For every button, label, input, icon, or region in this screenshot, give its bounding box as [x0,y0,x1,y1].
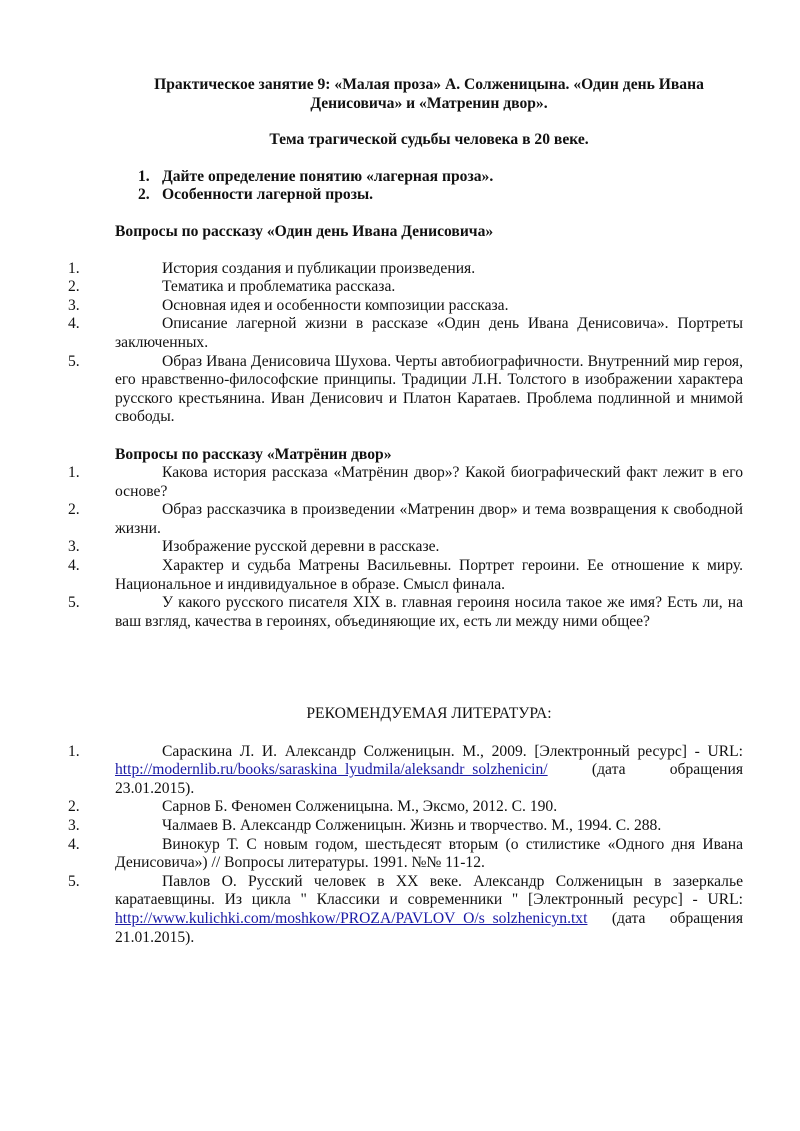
title-line-2: Денисовича» и «Матренин двор». [310,94,548,112]
spacer [115,724,743,743]
question-text: Какова история рассказа «Матрёнин двор»? Какой биографический факт лежит в его основе? [115,464,743,500]
question-item [68,278,743,297]
question-number: 4. [68,557,80,575]
task-list [115,168,743,205]
question-text: Образ Ивана Денисовича Шухова. Черты автобиографичности. Внутренний мир героя, его нравственно-философские принципы. Традиции Л.Н. Толстого в изображении характера русского крестьянина. Иван Денисович и Платон Каратаев. Проблема подлинной и мнимой свободы. [115,352,743,426]
question-text: История создания и публикации произведения. [162,259,476,277]
literature-item [68,835,743,873]
literature-text: Павлов О. Русский человек в XX веке. Александр Солженицын в зазеркалье каратаевщины. Из цикла " Классики и современники " [Электронный ресурс] - URL: [115,872,743,909]
question-number: 3. [68,538,80,556]
question-text: Образ рассказчика в произведении «Матренин двор» и тема возвращения к свободной жизни. [115,501,743,537]
question-text: Тематика и проблематика рассказа. [162,278,396,296]
question-text: У какого русского писателя XIX в. главная героиня носила такое же имя? Есть ли, на ваш взгляд, качества в героинях, объединяющие их, есть ли между ними общее? [115,594,743,630]
spacer [115,631,743,705]
literature-item [68,872,743,947]
question-item [68,557,743,594]
literature-number: 5. [68,872,80,890]
question-item [68,296,743,316]
document-title [115,76,743,113]
question-number: 1. [68,464,80,482]
task-item [115,186,743,205]
question-number: 5. [68,352,80,370]
literature-number: 2. [68,798,80,816]
question-number: 5. [68,594,80,612]
literature-item [68,742,743,799]
question-number: 2. [68,278,80,296]
question-text: Описание лагерной жизни в рассказе «Один день Ивана Денисовича». Портреты заключенных. [115,315,743,351]
question-list-ivan-denisovich [68,259,743,427]
question-item [68,464,743,501]
question-text: Основная идея и особенности композиции рассказа. [162,296,509,314]
question-item [68,315,743,352]
question-item [68,501,743,538]
task-text: Особенности лагерной прозы. [162,186,374,204]
document-subtitle: Тема трагической судьбы человека в 20 веке. [269,131,589,149]
literature-text: Винокур Т. С новым годом, шестьдесят вторым (о стилистике «Одного дня Ивана Денисовича») // Вопросы литературы. 1991. №№ 11-12. [115,835,743,872]
task-text: Дайте определение понятию «лагерная проза». [162,167,494,185]
title-line-1: Практическое занятие 9: «Малая проза» А. Солженицына. «Один день Ивана [154,76,704,93]
task-item [115,168,743,187]
literature-heading: РЕКОМЕНДУЕМАЯ ЛИТЕРАТУРА: [306,705,552,723]
question-number: 1. [68,259,80,277]
question-number: 3. [68,296,80,314]
literature-number: 1. [68,742,80,760]
literature-text: Сараскина Л. И. Александр Солженицын. М., 2009. [Электронный ресурс] - URL: [162,742,743,760]
literature-list [68,742,743,948]
literature-text-after: (дата обращения 23.01.2015). [115,761,743,797]
task-number: 2. [138,186,150,204]
literature-item [68,817,743,836]
question-text: Изображение русской деревни в рассказе. [162,538,440,556]
question-item [68,594,743,631]
question-number: 2. [68,501,80,519]
question-item [68,538,743,557]
literature-link[interactable]: http://www.kulichki.com/moshkow/PROZA/PAVLOV_O/s_solzhenicyn.txt [115,909,588,927]
spacer [115,427,743,446]
question-item [68,259,743,279]
literature-number: 4. [68,835,80,853]
question-text: Характер и судьба Матрены Васильевны. Портрет героини. Ее отношение к миру. Национальное и индивидуальное в образе. Смысл финала. [115,557,743,593]
literature-text: Сарнов Б. Феномен Солженицына. М., Эксмо, 2012. С. 190. [162,798,558,816]
literature-text-after: (дата обращения 21.01.2015). [115,909,743,946]
document-page [68,76,743,947]
section-heading-ivan-denisovich: Вопросы по рассказу «Один день Ивана Денисовича» [115,222,494,240]
task-number: 1. [138,167,150,185]
literature-number: 3. [68,817,80,834]
literature-item [68,798,743,817]
literature-text: Чалмаев В. Александр Солженицын. Жизнь и творчество. М., 1994. С. 288. [162,817,662,834]
question-item [68,352,743,427]
question-list-matrenin-dvor [68,464,743,631]
literature-link[interactable]: http://modernlib.ru/books/saraskina_lyudmila/aleksandr_solzhenicin/ [115,761,548,779]
section-heading-matrenin-dvor: Вопросы по рассказу «Матрёнин двор» [115,445,392,463]
question-number: 4. [68,315,80,333]
